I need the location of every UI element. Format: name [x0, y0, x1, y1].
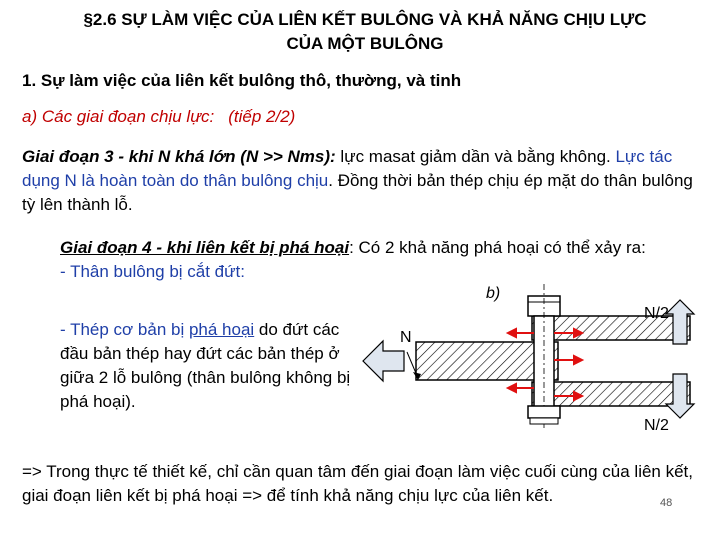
label-n2-bottom: N/2 — [644, 417, 669, 434]
label-b: b) — [486, 285, 501, 302]
force-arrow-n — [363, 341, 404, 381]
stage-4-heading: Giai đoạn 4 - khi liên kết bị phá hoại — [60, 238, 350, 257]
stage-4-paragraph — [60, 236, 720, 284]
subsection-continuation: (tiếp 2/2) — [228, 107, 296, 126]
subsection-label: a) Các giai đoạn chịu lực: — [22, 107, 215, 126]
stage-4-item-2-a: - Thép cơ bản bị — [60, 320, 189, 339]
bolt-connection-diagram — [360, 278, 700, 443]
title-line-1: §2.6 SỰ LÀM VIỆC CỦA LIÊN KẾT BULÔNG VÀ KHẢ NĂNG CHỊU LỰC — [83, 10, 647, 29]
subsection-heading — [22, 107, 295, 127]
stage-3-emphasis: Lực tác dụng N là hoàn toàn do thân bulông chịu — [22, 147, 673, 190]
bolt-nut — [528, 406, 560, 418]
stage-4-intro — [60, 236, 720, 260]
bottom-cover-plate — [532, 382, 690, 406]
slide-title — [20, 8, 710, 56]
title-line-2: CỦA MỘT BULÔNG — [286, 34, 444, 53]
stage-3-paragraph — [22, 145, 702, 217]
section-heading: 1. Sự làm việc của liên kết bulông thô, thường, và tinh — [22, 71, 462, 90]
stage-4-item-1: - Thân bulông bị cắt đứt: — [60, 262, 245, 281]
page-number: 48 — [660, 497, 673, 509]
conclusion-paragraph: => Trong thực tế thiết kế, chỉ cần quan tâm đến giai đoạn làm việc cuối cùng của liên kết, giai đoạn liên kết bị phá hoại => để tính khả năng chịu lực của liên kết. — [22, 462, 694, 505]
stage-3-text-2: . Đồng thời bản thép chịu ép mặt do thân bulông tỳ lên thành lỗ. — [22, 171, 693, 214]
stage-3-heading: Giai đoạn 3 - khi N khá lớn (N >> Nms): — [22, 147, 336, 166]
label-n2-top: N/2 — [644, 305, 669, 322]
stage-4-item-2 — [60, 318, 360, 414]
stage-3-text-1: lực masat giảm dần và bằng không. — [335, 147, 616, 166]
stage-4-item-2-c: do đứt các đầu bản thép hay đứt các bản thép ở giữa 2 lỗ bulông (thân bulông không bị phá hoại). — [60, 320, 351, 411]
stage-4-item-2-b: phá hoại — [188, 320, 255, 339]
stage-4-text: : Có 2 khả năng phá hoại có thể xảy ra: — [349, 238, 646, 257]
label-n: N — [400, 329, 412, 346]
